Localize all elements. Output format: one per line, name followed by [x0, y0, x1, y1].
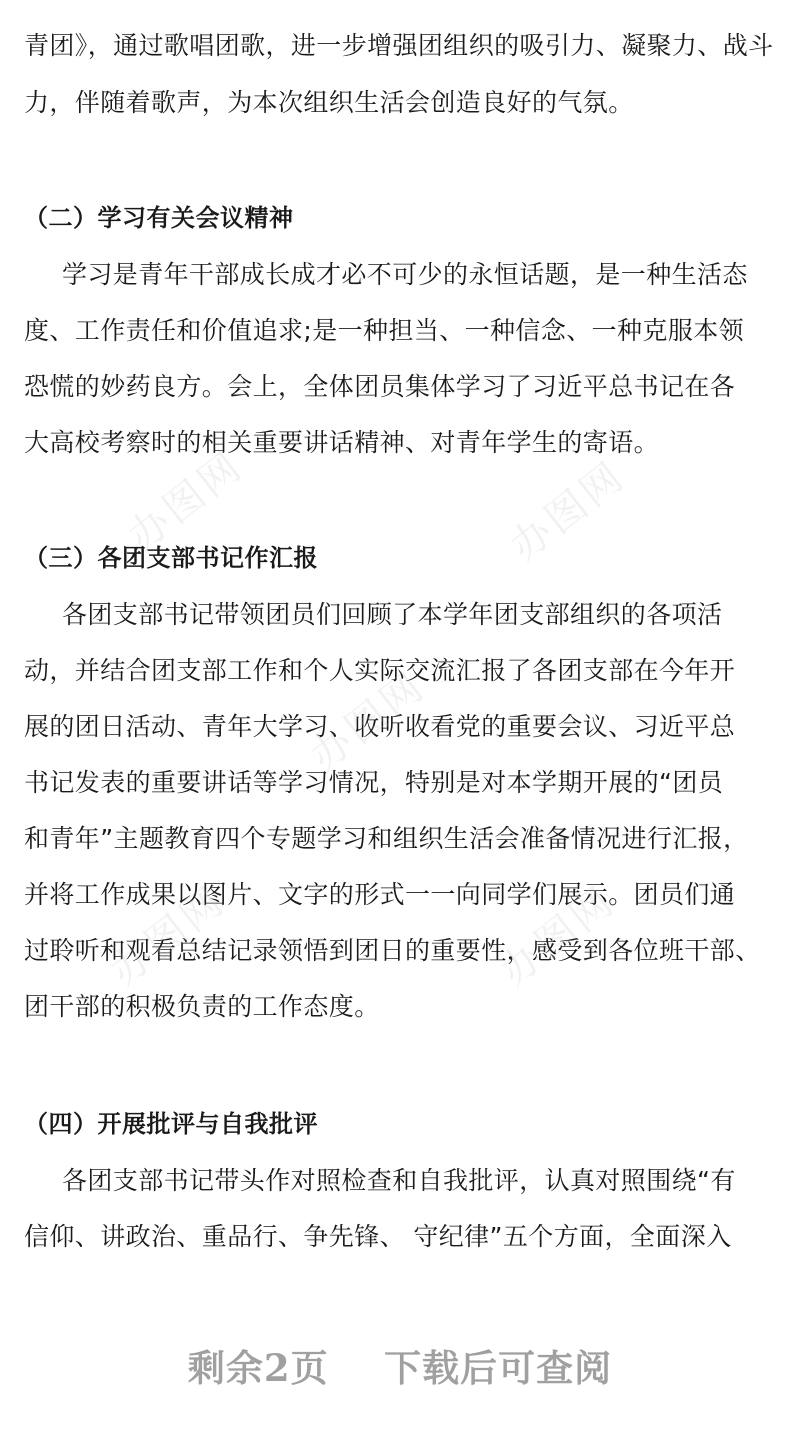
watermark-text: 办图网 — [101, 877, 235, 996]
paragraph-line: 各团支部书记带头作对照检查和自我批评，认真对照围绕“有 — [62, 1166, 736, 1195]
paragraph-line: 动，并结合团支部工作和个人实际交流汇报了各团支部在今年开 — [24, 656, 736, 685]
paragraph-line: 团干部的积极负责的工作态度。 — [24, 992, 380, 1021]
paragraph-line: 青团》，通过歌唱团歌，进一步增强团组织的吸引力、凝聚力、战斗 — [24, 31, 774, 60]
paragraph-line: 展的团日活动、青年大学习、收听收看党的重要会议、习近平总 — [24, 712, 736, 741]
paragraph-line: 度、工作责任和价值追求;是一种担当、一种信念、一种克服本领 — [24, 316, 745, 345]
paragraph-line: 书记发表的重要讲话等学习情况，特别是对本学期开展的“团员 — [24, 768, 724, 797]
paragraph-line: 和青年”主题教育四个专题学习和组织生活会准备情况进行汇报， — [24, 824, 749, 853]
paragraph-line: 过聆听和观看总结记录领悟到团日的重要性，感受到各位班干部、 — [24, 936, 761, 965]
watermark-text: 办图网 — [119, 442, 253, 561]
paragraph-line: 学习是青年干部成长成才必不可少的永恒话题，是一种生活态 — [62, 260, 748, 289]
download-notice: 剩余2页 下载后可查阅 — [187, 1346, 613, 1390]
paragraph-line: 各团支部书记带领团员们回顾了本学年团支部组织的各项活 — [62, 600, 723, 629]
section-heading-3: （三）各团支部书记作汇报 — [24, 544, 318, 572]
paragraph-line: 大高校考察时的相关重要讲话精神、对青年学生的寄语。 — [24, 428, 660, 457]
watermark-text: 办图网 — [501, 452, 635, 571]
watermark-text: 办图网 — [301, 662, 435, 781]
section-heading-2: （二）学习有关会议精神 — [24, 204, 294, 232]
paragraph-line: 力，伴随着歌声，为本次组织生活会创造良好的气氛。 — [24, 88, 634, 117]
paragraph-line: 并将工作成果以图片、文字的形式一一向同学们展示。团员们通 — [24, 880, 736, 909]
section-heading-4: （四）开展批评与自我批评 — [24, 1110, 318, 1138]
watermark-text: 办图网 — [491, 877, 625, 996]
paragraph-line: 信仰、讲政治、重品行、争先锋、 守纪律”五个方面，全面深入 — [24, 1222, 732, 1251]
paragraph-line: 恐慌的妙药良方。会上，全体团员集体学习了习近平总书记在各 — [24, 372, 736, 401]
